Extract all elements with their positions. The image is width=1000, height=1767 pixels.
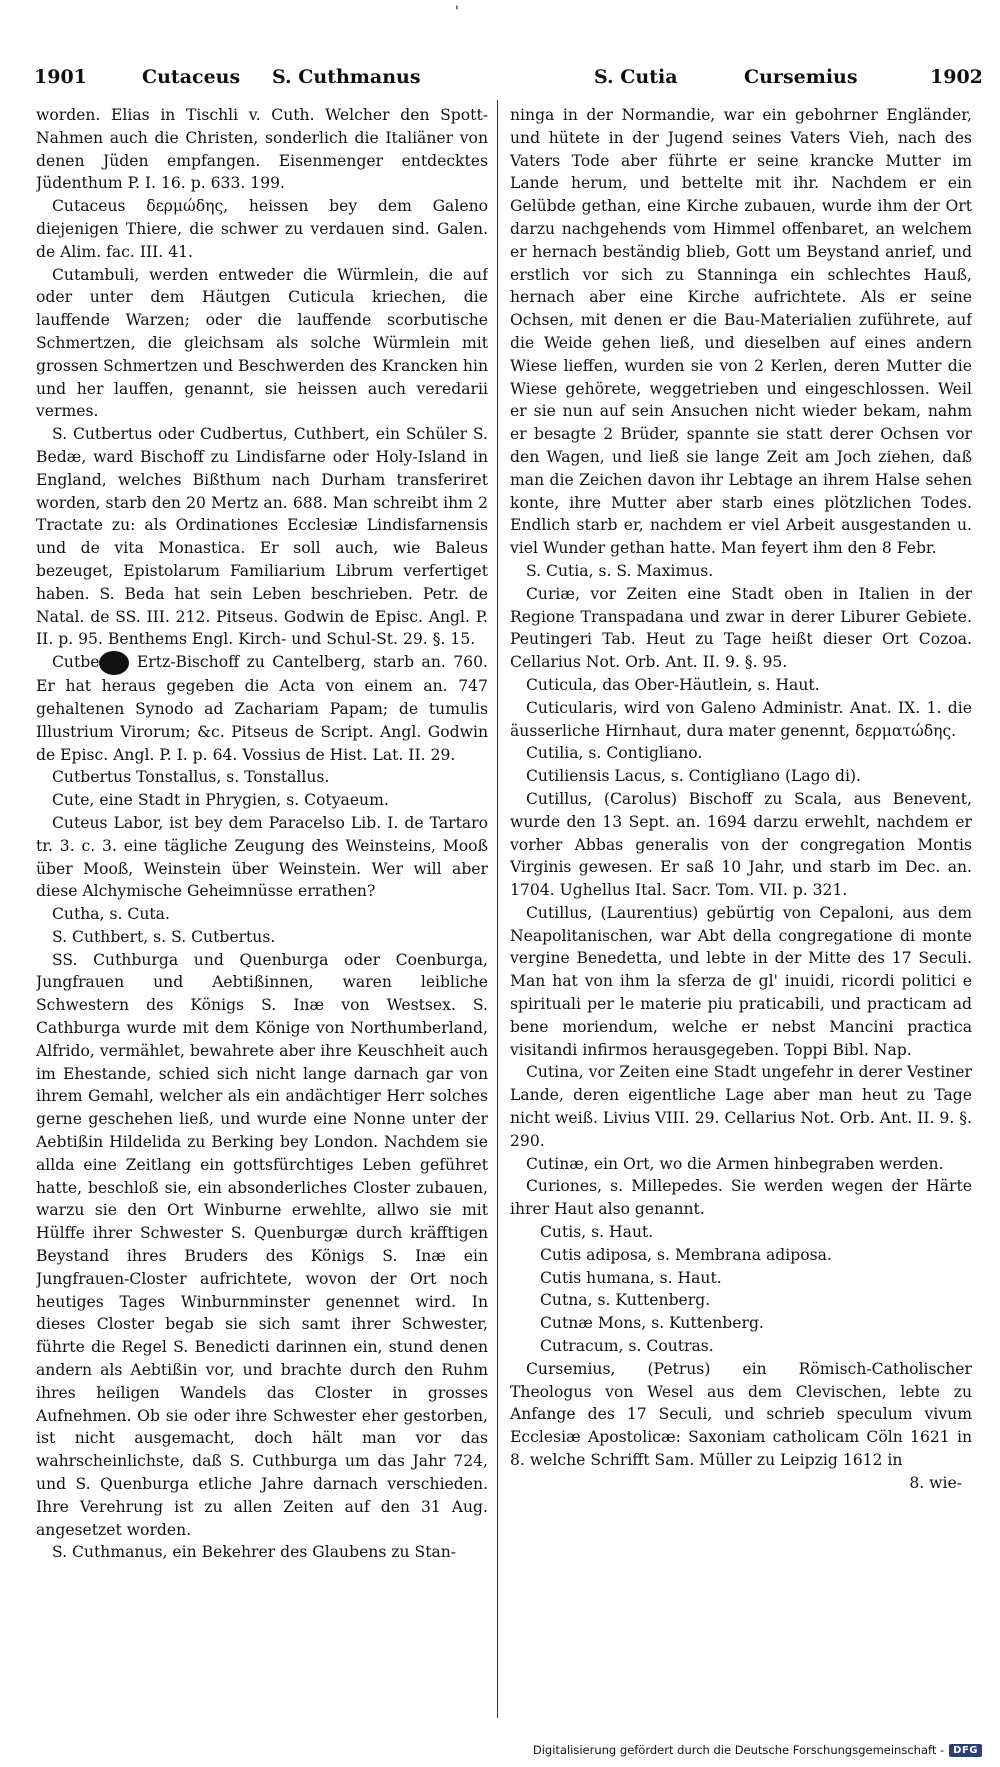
left-entry: Cuteus Labor, ist bey dem Paracelso Lib. I. de Tartaro tr. 3. c. 3. eine tägliche Zeugung des Weinsteins, Mooß über Mooß, Weinstein über Weinstein. Wer will aber diese Alchymische Geheimnüsse errathen? bbox=[36, 813, 488, 901]
right-keyword-2: Cursemius bbox=[744, 66, 858, 88]
left-entry bbox=[36, 651, 488, 766]
left-keyword-2: S. Cuthmanus bbox=[272, 66, 421, 88]
right-entry: Cutillus, (Carolus) Bischoff zu Scala, aus Benevent, wurde den 13 Sept. an. 1694 darzu erwehlt, nachdem er vorher Abbas generalis von der congregation Montis Virginis gewesen. Er saß 10 Jahr, und starb im Dec. an. 1704. Ughellus Ital. Sacr. Tom. VII. p. 321. bbox=[510, 789, 972, 900]
right-entry: Cuticula, das Ober-Häutlein, s. Haut. bbox=[526, 675, 820, 694]
left-entry: Cute, eine Stadt in Phrygien, s. Cotyaeum. bbox=[52, 791, 389, 810]
dfg-logo: DFG bbox=[949, 1744, 982, 1757]
left-entry: Cutbertus Tonstallus, s. Tonstallus. bbox=[52, 768, 330, 787]
right-entry: Cuticularis, wird von Galeno Administr. Anat. IX. 1. die äusserliche Hirnhaut, dura mater genennt, δερματώδης. bbox=[510, 698, 972, 740]
right-entry: S. Cutia, s. S. Maximus. bbox=[526, 561, 714, 580]
right-entry: ninga in der Normandie, war ein gebohrner Engländer, und hütete in der Jugend seines Vaters Vieh, nach des Vaters Tode aber führte er seine krancke Mutter im Lande herum, und bettelte mit ihr. Nachdem er ein Gelübde gethan, eine Kirche zubauen, wurde ihm der Ort darzu nachgehends vom Himmel offenbaret, an welchem er hernach beständig blieb, Gott um Beystand anrief, und erstlich vor sich zu Stanninga ein schlechtes Hauß, hernach aber eine Kirche aufrichtete. Als er seine Ochsen, mit denen er die Bau-Materialien zuführete, auf die Weide gehen ließ, und dieselben auf eines andern Wiese lieffen, wurden sie von 2 Kerlen, deren Mutter die Wiese gehörete, weggetrieben und eingeschlossen. Weil er sie nun auf sein Ansuchen nicht wieder bekam, nahm er besagte 2 Brüder, spannte sie statt derer Ochsen vor den Wagen, und ließ sie lange Zeit am Joch ziehen, daß man die Zeichen davon ihr Lebtage an ihrem Halse sehen konte, ihre Mutter aber starb eines plötzlichen Todes. Endlich starb er, nachdem er viel Arbeit ausgestanden u. viel Wunder gethan hatte. Man feyert ihm den 8 Febr. bbox=[510, 106, 972, 558]
right-entry: Cutiliensis Lacus, s. Contigliano (Lago di). bbox=[526, 767, 862, 786]
right-keyword-1: S. Cutia bbox=[594, 66, 678, 88]
left-entry: Cutaceus δερμώδης, heissen bey dem Galeno diejenigen Thiere, die schwer zu verdauen sind. Galen. de Alim. fac. III. 41. bbox=[36, 197, 488, 261]
right-entry: Cutis adiposa, s. Membrana adiposa. bbox=[540, 1245, 832, 1264]
right-column bbox=[510, 104, 972, 1719]
catchword: 8. wie- bbox=[909, 1473, 962, 1492]
page-header bbox=[34, 66, 983, 94]
right-page-number: 1902 bbox=[930, 66, 983, 88]
right-entry: Cutilia, s. Contigliano. bbox=[526, 744, 703, 763]
cross-reference-list bbox=[510, 1221, 972, 1358]
left-entry: Cutambuli, werden entweder die Würmlein, die auf oder unter dem Häutgen Cuticula kriechen, die lauffende Warzen; oder die lauffende scorbutische Schmertzen, die gleichsam als solche Würmlein mit grossen Schmertzen und Beschwerden des Krancken hin und her lauffen, genannt, sie heissen auch veredarii vermes. bbox=[36, 265, 488, 421]
left-column bbox=[36, 104, 488, 1719]
left-entry: S. Cuthmanus, ein Bekehrer des Glaubens zu Stan- bbox=[52, 1543, 457, 1562]
left-entry-part: Cutbe bbox=[52, 653, 100, 672]
right-entry: Cutis, s. Haut. bbox=[540, 1223, 654, 1242]
left-entry: worden. Elias in Tischli v. Cuth. Welcher den Spott-Nahmen auch die Christen, sonderlich die Italiäner von denen Jüden empfangen. Eisenmenger entdecktes Jüdenthum P. I. 16. p. 633. 199. bbox=[36, 106, 488, 193]
right-entry: Cutnæ Mons, s. Kuttenberg. bbox=[540, 1314, 764, 1333]
footer-credit-text: Digitalisierung gefördert durch die Deutsche Forschungsgemeinschaft - bbox=[532, 1743, 945, 1757]
right-entry: Cutracum, s. Coutras. bbox=[540, 1337, 714, 1356]
right-entry: Curiæ, vor Zeiten eine Stadt oben in Italien in der Regione Transpadana und zwar in derer Liburer Gebiete. Peutingeri Tab. Heut zu Tage heißt dieser Ort Cozoa. Cellarius Not. Orb. Ant. II. 9. §. 95. bbox=[510, 584, 972, 672]
ink-blot bbox=[99, 651, 129, 675]
right-entry: Curiones, s. Millepedes. Sie werden wegen der Härte ihrer Haut also genannt. bbox=[510, 1177, 972, 1219]
right-entry: Cutna, s. Kuttenberg. bbox=[540, 1291, 711, 1310]
right-entry: Cutis humana, s. Haut. bbox=[540, 1268, 722, 1287]
left-entry: S. Cuthbert, s. S. Cutbertus. bbox=[52, 927, 276, 946]
right-entry: Cutillus, (Laurentius) gebürtig von Cepaloni, aus dem Neapolitanischen, war Abt della congregatione di monte vergine Benedetta, und lebte in der Mitte des 17 Seculi. Man hat von ihm la sferza de gl' inuidi, ricordi politici e spirituali per le materie piu praticabili, und practicam ad bene moriendum, welche er nebst Mancini practica visitandi infirmos herausgegeben. Toppi Bibl. Nap. bbox=[510, 903, 972, 1059]
left-entry: S. Cutbertus oder Cudbertus, Cuthbert, ein Schüler S. Bedæ, ward Bischoff zu Lindisfarne oder Holy-Island in England, welches Bißthum nach Durham transferiret worden, starb den 20 Mertz an. 688. Man schreibt ihm 2 Tractate zu: als Ordinationes Ecclesiæ Lindisfarnensis und de vita Monastica. Er soll auch, wie Baleus bezeuget, Epistolarum Familiarium Librum verfertiget haben. S. Beda hat sein Leben beschrieben. Petr. de Natal. de SS. III. 212. Pitseus. Godwin de Episc. Angl. P. II. p. 95. Benthems Engl. Kirch- und Schul-St. 29. §. 15. bbox=[36, 425, 488, 649]
left-keyword-1: Cutaceus bbox=[142, 66, 241, 88]
footer-credit bbox=[533, 1743, 982, 1757]
right-entry: Cutina, vor Zeiten eine Stadt ungefehr in derer Vestiner Lande, deren eigentliche Lage aber man heut zu Tage nicht weiß. Livius VIII. 29. Cellarius Not. Orb. Ant. II. 9. §. 290. bbox=[510, 1063, 972, 1150]
left-entry: SS. Cuthburga und Quenburga oder Coenburga, Jungfrauen und Aebtißinnen, waren leibliche Schwestern des Königs S. Inæ von Westsex. S. Cathburga wurde mit dem Könige von Northumberland, Alfrido, vermählet, bewahrete aber ihre Keuschheit auch im Ehestande, schied sich nicht lange darnach gar von ihrem Gemahl, welcher als ein andächtiger Herr solches gerne geschehen ließ, und wurde eine Nonne unter der Aebtißin Hildelida zu Berking bey London. Nachdem sie allda eine Zeitlang ein gottsfürchtiges Leben geführet hatte, beschloß sie, ein absonderliches Closter zubauen, warzu sie den Ort Winburne erwehlte, allwo sie mit Hülffe ihrer Schwester S. Quenburgæ durch kräfftigen Beystand ihres Bruders des Königs S. Inæ ein Jungfrauen-Closter aufrichtete, wovon der Ort noch heutiges Tages Winburnminster genennet wird. In dieses Closter begab sie sich samt ihrer Schwester, führte die Regel S. Benedicti darinnen ein, stund denen andern als Aebtißin vor, und brachte durch den Ruhm ihres heiligen Wandels das Closter in grosses Aufnehmen. Ob sie oder ihre Schwester eher gestorben, ist nicht ausgemacht, doch hält man vor das wahrscheinlichste, daß S. Cuthburga um das Jahr 724, und S. Quenburga etliche Jahre darnach verschieden. Ihre Verehrung ist zu allen Zeiten auf den 31 Aug. angesetzet worden. bbox=[36, 950, 488, 1539]
page-top-mark: ' bbox=[455, 4, 459, 20]
right-entry: Cursemius, (Petrus) ein Römisch-Catholischer Theologus von Wesel aus dem Clevischen, lebte zu Anfange des 17 Seculi, und schrieb speculum vivum Ecclesiæ Apostolicæ: Saxoniam catholicam Cöln 1621 in 8. welche Schrifft Sam. Müller zu Leipzig 1612 in bbox=[510, 1359, 972, 1470]
column-divider bbox=[497, 100, 498, 1718]
right-entry: Cutinæ, ein Ort, wo die Armen hinbegraben werden. bbox=[526, 1154, 944, 1173]
left-entry-part: Ertz-Bischoff zu Cantelberg, starb an. 760. Er hat heraus gegeben die Acta von einem an. 747 gehaltenen Synodo ad Zachariam Papam; de tumulis Illustrium Virorum; &c. Pitseus de Script. Angl. Godwin de Episc. Angl. P. I. p. 64. Vossius de Hist. Lat. II. 29. bbox=[36, 653, 488, 764]
left-page-number: 1901 bbox=[34, 66, 87, 88]
left-entry: Cutha, s. Cuta. bbox=[52, 905, 170, 924]
